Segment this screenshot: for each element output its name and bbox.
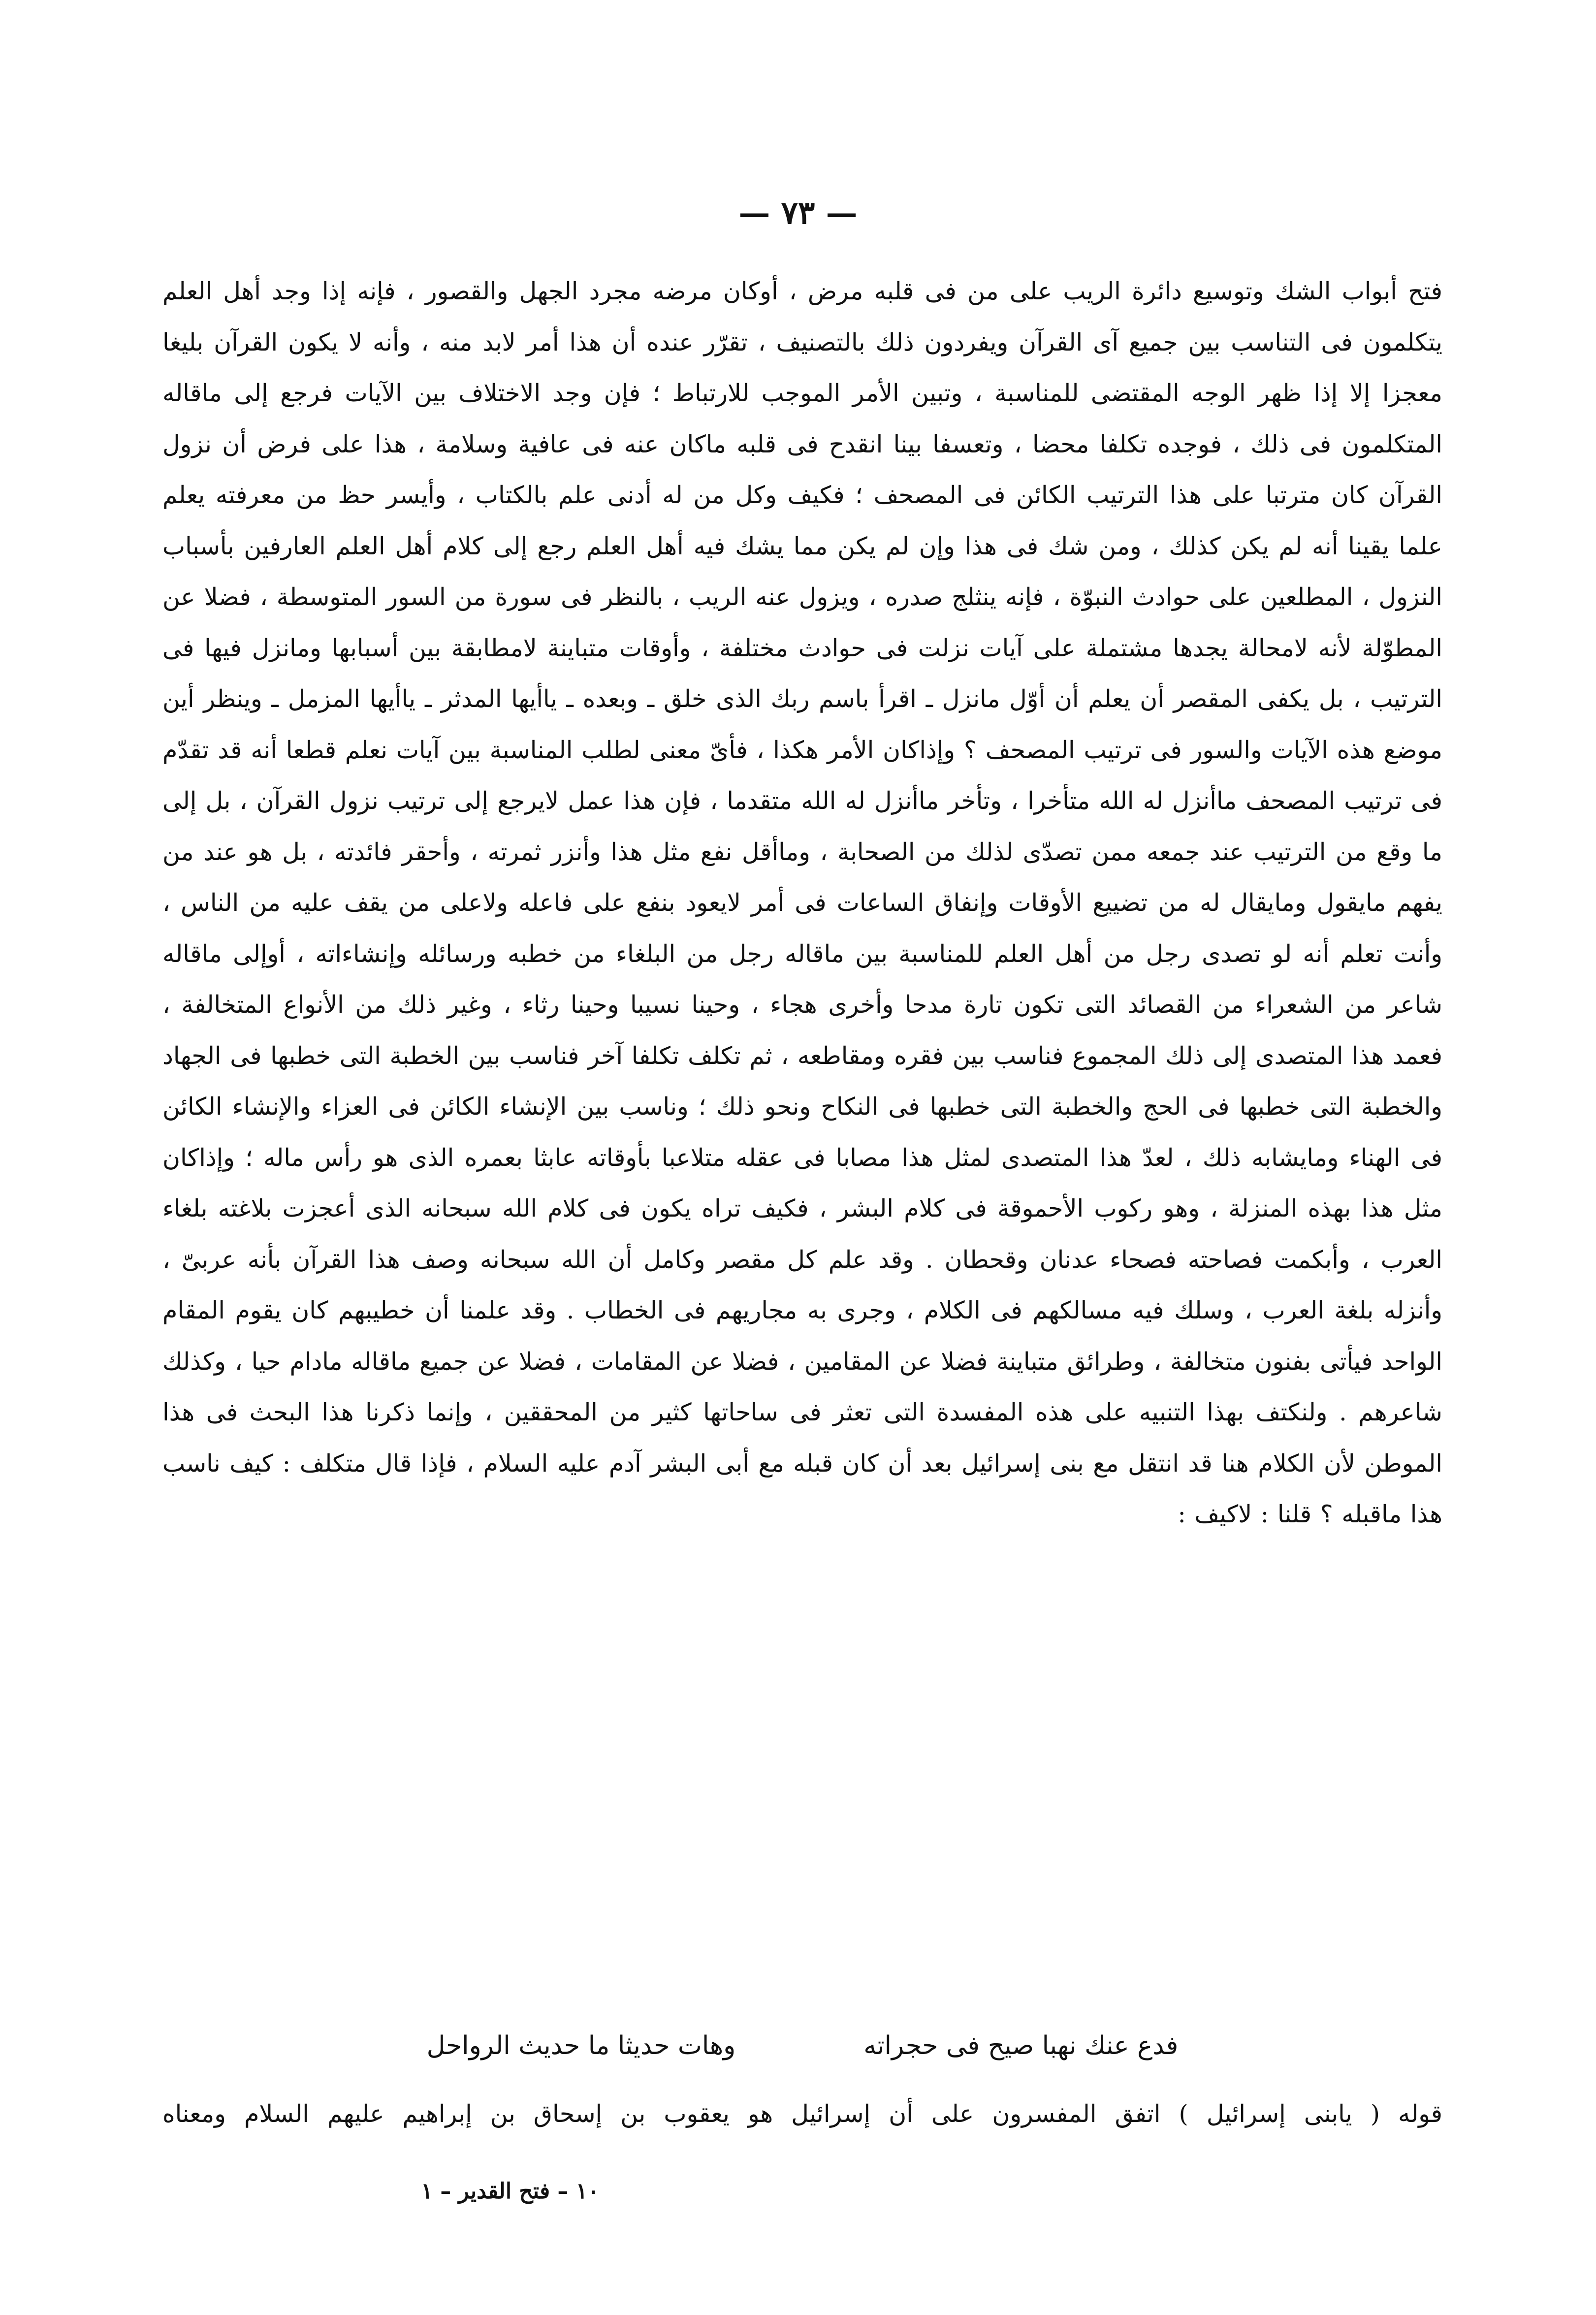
verse-first-hemistich: فدع عنك نهبا صيح فى حجراته: [863, 2031, 1179, 2060]
verse-second-hemistich: وهات حديثا ما حديث الرواحل: [426, 2031, 736, 2060]
page-number: — ٧٣ —: [738, 194, 858, 231]
body-paragraph: [162, 266, 1442, 1540]
poetry-verse: [162, 2031, 1442, 2060]
closing-line: قوله ( يابنى إسرائيل ) اتفق المفسرون على أن إسرائيل هو يعقوب بن إسحاق بن إبراهيم عليهم السلام ومعناه: [162, 2100, 1442, 2128]
page-footer-signature: ١٠ – فتح القدير – ١: [421, 2179, 599, 2204]
body-paragraph-text: فتح أبواب الشك وتوسيع دائرة الريب على من فى قلبه مرض ، أوكان مرضه مجرد الجهل والقصور ، فإنه إذا وجد أهل العلم يتكلمون فى التناسب بين جميع آى القرآن ويفردون ذلك بالتصنيف ، تقرّر عنده أن هذا أمر لابد منه ، وأنه لا يكون القرآن بليغا معجزا إلا إذا ظهر الوجه المقتضى للمناسبة ، وتبين الأمر الموجب للارتباط ؛ فإن وجد الاختلاف بين الآيات فرجع إلى ماقاله المتكلمون فى ذلك ، فوجده تكلفا محضا ، وتعسفا بينا انقدح فى قلبه ماكان عنه فى عافية وسلامة ، هذا على فرض أن نزول القرآن كان مترتبا على هذا الترتيب الكائن فى المصحف ؛ فكيف وكل من له أدنى علم بالكتاب ، وأيسر حظ من معرفته يعلم علما يقينا أنه لم يكن كذلك ، ومن شك فى هذا وإن لم يكن مما يشك فيه أهل العلم رجع إلى كلام أهل العلم العارفين بأسباب النزول ، المطلعين على حوادث النبوّة ، فإنه ينثلج صدره ، ويزول عنه الريب ، بالنظر فى سورة من السور المتوسطة ، فضلا عن المطوّلة لأنه لامحالة يجدها مشتملة على آيات نزلت فى حوادث مختلفة ، وأوقات متباينة لامطابقة بين أسبابها ومانزل فيها فى الترتيب ، بل يكفى المقصر أن يعلم أن أوّل مانزل ـ اقرأ باسم ربك الذى خلق ـ وبعده ـ ياأيها المدثر ـ ياأيها المزمل ـ وينظر أين موضع هذه الآيات والسور فى ترتيب المصحف ؟ وإذاكان الأمر هكذا ، فأىّ معنى لطلب المناسبة بين آيات نعلم قطعا أنه قد تقدّم فى ترتيب المصحف ماأنزل له الله متأخرا ، وتأخر ماأنزل له الله متقدما ، فإن هذا عمل لايرجع إلى ترتيب نزول القرآن ، بل إلى ما وقع من الترتيب عند جمعه ممن تصدّى لذلك من الصحابة ، وماأقل نفع مثل هذا وأنزر ثمرته ، وأحقر فائدته ، بل هو عند من يفهم مايقول ومايقال له من تضييع الأوقات وإنفاق الساعات فى أمر لايعود بنفع على فاعله ولاعلى من يقف عليه من الناس ، وأنت تعلم أنه لو تصدى رجل من أهل العلم للمناسبة بين ماقاله رجل من البلغاء من خطبه ورسائله وإنشاءاته ، أوإلى ماقاله شاعر من الشعراء من القصائد التى تكون تارة مدحا وأخرى هجاء ، وحينا نسيبا وحينا رثاء ، وغير ذلك من الأنواع المتخالفة ، فعمد هذا المتصدى إلى ذلك المجموع فناسب بين فقره ومقاطعه ، ثم تكلف تكلفا آخر فناسب بين الخطبة التى خطبها فى الجهاد والخطبة التى خطبها فى الحج والخطبة التى خطبها فى النكاح ونحو ذلك ؛ وناسب بين الإنشاء الكائن فى العزاء والإنشاء الكائن فى الهناء ومايشابه ذلك ، لعدّ هذا المتصدى لمثل هذا مصابا فى عقله متلاعبا بأوقاته عابثا بعمره الذى هو رأس ماله ؛ وإذاكان مثل هذا بهذه المنزلة ، وهو ركوب الأحموقة فى كلام البشر ، فكيف تراه يكون فى كلام الله سبحانه الذى أعجزت بلاغته بلغاء العرب ، وأبكمت فصاحته فصحاء عدنان وقحطان . وقد علم كل مقصر وكامل أن الله سبحانه وصف هذا القرآن بأنه عربىّ ، وأنزله بلغة العرب ، وسلك فيه مسالكهم فى الكلام ، وجرى به مجاريهم فى الخطاب . وقد علمنا أن خطيبهم كان يقوم المقام الواحد فيأتى بفنون متخالفة ، وطرائق متباينة فضلا عن المقامين ، فضلا عن المقامات ، فضلا عن جميع ماقاله مادام حيا ، وكذلك شاعرهم . ولنكتف بهذا التنبيه على هذه المفسدة التى تعثر فى ساحاتها كثير من المحققين ، وإنما ذكرنا هذا البحث فى هذا الموطن لأن الكلام هنا قد انتقل مع بنى إسرائيل بعد أن كان قبله مع أبى البشر آدم عليه السلام ، فإذا قال متكلف : كيف ناسب هذا ماقبله ؟ قلنا : لاكيف :: [162, 277, 1442, 1528]
